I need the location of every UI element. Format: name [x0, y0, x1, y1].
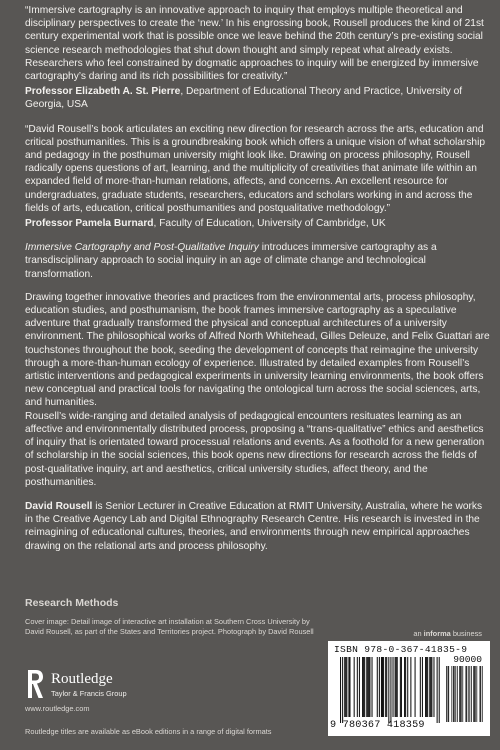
barcode-bar [348, 657, 349, 717]
barcode-bar [415, 657, 416, 717]
addon-bar [459, 666, 460, 722]
barcode-bar [397, 657, 398, 717]
isbn-label: ISBN 978-0-367-41835-9 [334, 644, 468, 655]
barcode-bar [342, 657, 343, 723]
endorsement-quote-1: “Immersive cartography is an innovative approach to inquiry that employs multiple theoretical and disciplinary perspectives to create the ‘new.’ In his engrossing book, Rousell produces the kind of 21st century experimental work that is possible once we leave behind the 20th century’s pre-existing social science research methodologies that shut down thought and simply repeat what already exists. Researchers who feel constrained by dogmatic approaches to inquiry will be energized by immersive cartography’s daring and its rich possibilities for creativity.” [25, 5, 484, 83]
addon-bar [454, 666, 455, 722]
addon-bar [469, 666, 470, 722]
barcode-bar [404, 657, 405, 717]
addon-bar [453, 666, 454, 722]
taylor-francis-group: Taylor & Francis Group [51, 689, 127, 698]
barcode-bar [385, 657, 386, 717]
barcode-bar [369, 657, 370, 717]
addon-bar [482, 666, 483, 722]
barcode-bar [372, 657, 373, 717]
barcode-bar [340, 657, 341, 723]
barcode-bar [410, 657, 411, 717]
book-intro [25, 241, 491, 281]
barcode-bar [359, 657, 360, 717]
addon-bar [448, 666, 449, 722]
addon-bar [455, 666, 456, 722]
barcode-bar [381, 657, 382, 717]
addon-bar [480, 666, 481, 722]
barcode-bar [383, 657, 384, 717]
barcode-bar [433, 657, 434, 717]
barcode-bar [427, 657, 428, 717]
barcode-bar [388, 657, 389, 723]
barcode-bar [396, 657, 397, 717]
barcode-bar [364, 657, 365, 717]
addon-bar [473, 666, 474, 722]
endorser-affiliation-1: , Department of Educational Theory and Practice, University of Georgia, USA [25, 86, 463, 111]
endorser-name-1: Professor Elizabeth A. St. Pierre [25, 86, 181, 98]
barcode-bar [345, 657, 346, 717]
description-paragraph-2: Rousell’s wide-ranging and detailed analysis of pedagogical encounters resituates learning as an affective and environmentally distributed process, proposing a “trans-qualitative” ethics and aesthetics of inquiry that is orientated toward processual relations and events. As a foothold for a new generation of scholarship in the social sciences, this book opens new directions for research across the fields of post-qualitative inquiry, art and aesthetics, critical university studies, affect theory, and the posthumanities. [25, 410, 485, 488]
addon-bar [476, 666, 477, 722]
addon-bar [457, 666, 458, 722]
routledge-r-icon [25, 668, 45, 700]
addon-bar [451, 666, 452, 722]
barcode-bar [420, 657, 421, 717]
barcode-bar [354, 657, 355, 717]
book-title: Immersive Cartography and Post-Qualitative Inquiry [25, 242, 259, 254]
addon-bar [462, 666, 463, 722]
addon-bar [461, 666, 462, 722]
barcode-bar [401, 657, 402, 717]
barcode-bar [349, 657, 350, 717]
ean13-bars [340, 657, 442, 723]
barcode-bar [363, 657, 364, 717]
barcode-bar [382, 657, 383, 717]
addon-bar [466, 666, 467, 722]
informa-wordmark: informa [423, 629, 451, 638]
addon-bar [468, 666, 469, 722]
barcode-bar [431, 657, 432, 717]
barcode-bar [377, 657, 378, 717]
routledge-logo [25, 668, 175, 702]
routledge-wordmark: Routledge [51, 671, 113, 687]
barcode-bar [386, 657, 387, 717]
barcode-bar [426, 657, 427, 717]
author-bio-text: is Senior Lecturer in Creative Education at RMIT University, Australia, where he works in the Creative Agency Lab and Digital Ethnography Research Centre. His research is invested in the reimagining of educational cultures, theories, and environments through new empirical approaches drawing on the relational arts and process philosophy. [25, 500, 483, 552]
addon-bar [474, 666, 475, 722]
barcode-bar [390, 657, 391, 723]
barcode-bar [430, 657, 431, 717]
author-bio [25, 500, 491, 553]
barcode-digits: 9 780367 418359 [330, 720, 425, 731]
back-cover-text [25, 4, 491, 553]
price-addon-code: 90000 [453, 654, 482, 665]
addon-bar [471, 666, 472, 722]
addon-bar [448, 666, 449, 722]
addon-bar [480, 666, 481, 722]
addon-bars [446, 666, 484, 722]
endorsement-attribution-2 [25, 217, 491, 230]
barcode-bar [395, 657, 396, 717]
book-intro-text: introduces immersive cartography as a transdisciplinary approach to social inquiry in an age of climate change and technological transformation. [25, 242, 437, 280]
addon-bar [475, 666, 476, 722]
barcode-bar [362, 657, 363, 717]
barcode-bar [379, 657, 380, 717]
addon-bar [446, 666, 447, 722]
barcode-bar [344, 657, 345, 717]
endorsement-attribution-1 [25, 85, 491, 111]
ebook-note: Routledge titles are available as eBook editions in a range of digital formats [25, 727, 272, 736]
barcode-bar [425, 657, 426, 717]
endorsement-quote-2: “David Rousell’s book articulates an exciting new direction for research across the arts, education and critical posthumanities. This is a groundbreaking book which offers a unique vision of what scholarship and pedagogy in the posthuman university might look like. Drawing on process philosophy, Rousell radically opens questions of art, learning, and the multiplicity of creativities that animate life within an expanded field of more-than-human relations, affects, and concerns. An excellent resource for undergraduates, graduate students, researchers, educators and scholars working in and across the fields of arts, education, critical posthumanities and postqualitative methodology.” [25, 123, 486, 214]
barcode-bar [437, 657, 438, 723]
barcode-bar [407, 657, 408, 717]
publisher-website: www.routledge.com [25, 704, 90, 713]
isbn-barcode [328, 641, 490, 736]
addon-bar [460, 666, 461, 722]
description-paragraph-1: Drawing together innovative theories and practices from the environmental arts, process philosophy, education studies, and posthumanism, the book frames immersive cartography as a speculative adventure that gradually transformed the physical and conceptual architectures of a university environment. The philosophical works of Alfred North Whitehead, Gilles Deleuze, and Felix Guattari are touchstones throughout the book, seeding the development of concepts that reimagine the university through a more-than-human ecology of experience. Illustrated by detailed examples from Rousell’s artistic interventions and pedagogical experiments in university learning environments, the book offers new conceptual and practical tools for navigating the ontological turn across the social sciences, arts, and humanities. [25, 291, 490, 409]
barcode-bar [405, 657, 406, 717]
barcode-bar [422, 657, 423, 717]
endorser-affiliation-2: , Faculty of Education, University of Cambridge, UK [153, 218, 386, 230]
barcode-bar [400, 657, 401, 717]
barcode-bar [368, 657, 369, 717]
barcode-bar [439, 657, 440, 723]
barcode-bar [357, 657, 358, 717]
barcode-bar [366, 657, 367, 717]
informa-business-tag: an informa business [413, 629, 482, 638]
barcode-bar [367, 657, 368, 717]
barcode-bar [429, 657, 430, 717]
subject-category: Research Methods [25, 597, 119, 609]
endorser-name-2: Professor Pamela Burnard [25, 218, 154, 230]
author-name: David Rousell [25, 500, 93, 512]
cover-image-credit: Cover image: Detail image of interactive art installation at Southern Cross University by David Rousell, as part of the States and Territories project. Photograph by David Rousell [25, 617, 314, 636]
addon-bar [466, 666, 467, 722]
barcode-bar [346, 657, 347, 717]
barcode-bar [393, 657, 394, 717]
